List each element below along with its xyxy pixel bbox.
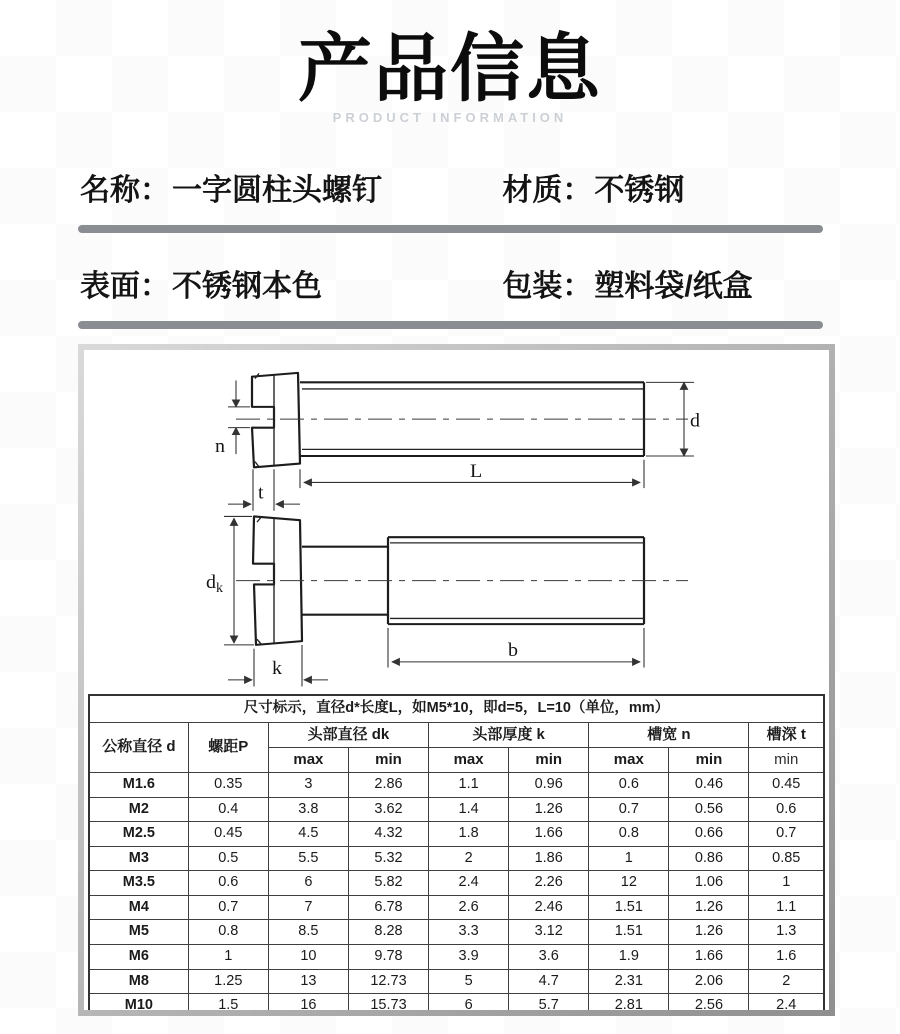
value-cell: 2.06 [669,969,749,994]
subheader-min: min [509,747,589,772]
value-cell: 0.6 [188,871,268,896]
value-cell: 5.82 [348,871,428,896]
value-cell: 1.86 [509,846,589,871]
value-cell: 4.32 [348,822,428,847]
value-cell: 1.26 [509,797,589,822]
value-cell: 1.06 [669,871,749,896]
value-cell: 2.86 [348,773,428,798]
spec-value-name: 一字圆柱头螺钉 [172,174,382,207]
value-cell: 1 [749,871,824,896]
value-cell: 0.5 [188,846,268,871]
screw-dimension-diagram [88,354,825,694]
value-cell: 0.7 [749,822,824,847]
value-cell: 0.66 [669,822,749,847]
table-row [89,871,824,896]
table-row [89,920,824,945]
value-cell: 0.56 [669,797,749,822]
subheader-max: max [268,747,348,772]
value-cell: 1.3 [749,920,824,945]
col-header-pitch: 螺距P [188,722,268,773]
value-cell: 5.5 [268,846,348,871]
value-cell: 4.5 [268,822,348,847]
dim-label-d: d [690,411,700,432]
dim-label-k: k [272,658,282,680]
value-cell: 8.28 [348,920,428,945]
value-cell: 2.4 [429,871,509,896]
table-row [89,797,824,822]
size-cell: M6 [89,945,188,970]
size-cell: M2 [89,797,188,822]
value-cell: 0.35 [188,773,268,798]
value-cell: 1 [188,945,268,970]
spec-row [78,233,823,321]
spec-label-packaging: 包装： [502,270,593,303]
subheader-min: min [348,747,428,772]
value-cell: 3.12 [509,920,589,945]
table-caption-row [89,695,824,722]
col-header-head-thickness: 头部厚度 k [429,722,589,747]
value-cell: 0.8 [188,920,268,945]
col-header-slot-depth: 槽深 t [749,722,824,747]
value-cell: 15.73 [348,994,428,1016]
value-cell: 5 [429,969,509,994]
value-cell: 0.8 [589,822,669,847]
table-row [89,945,824,970]
size-cell: M5 [89,920,188,945]
technical-panel [78,344,835,1016]
spec-material [502,165,821,209]
table-row [89,773,824,798]
value-cell: 0.45 [188,822,268,847]
value-cell: 2 [429,846,509,871]
value-cell: 3.6 [509,945,589,970]
size-cell: M8 [89,969,188,994]
size-cell: M4 [89,895,188,920]
value-cell: 3 [268,773,348,798]
value-cell: 5.32 [348,846,428,871]
value-cell: 0.7 [589,797,669,822]
col-header-slot-width: 槽宽 n [589,722,749,747]
value-cell: 1.5 [188,994,268,1016]
value-cell: 8.5 [268,920,348,945]
value-cell: 1.66 [669,945,749,970]
value-cell: 3.3 [429,920,509,945]
table-row [89,994,824,1016]
subheader-min: min [669,747,749,772]
subheader-min: min [749,747,824,772]
value-cell: 9.78 [348,945,428,970]
value-cell: 1.4 [429,797,509,822]
value-cell: 0.86 [669,846,749,871]
value-cell: 0.6 [589,773,669,798]
value-cell: 0.45 [749,773,824,798]
subheader-max: max [429,747,509,772]
value-cell: 2.31 [589,969,669,994]
divider [78,321,823,329]
page-header [0,0,900,125]
spec-value-surface: 不锈钢本色 [172,270,322,303]
spec-value-packaging: 塑料袋/纸盒 [594,270,753,303]
value-cell: 2.81 [589,994,669,1016]
value-cell: 1.26 [669,920,749,945]
value-cell: 0.96 [509,773,589,798]
size-cell: M10 [89,994,188,1016]
dim-label-n: n [215,436,225,458]
value-cell: 3.8 [268,797,348,822]
spec-label-surface: 表面： [80,270,170,303]
value-cell: 0.7 [188,895,268,920]
table-row [89,846,824,871]
spec-table-body [89,773,824,1016]
value-cell: 6 [268,871,348,896]
value-cell: 1.1 [429,773,509,798]
value-cell: 2.46 [509,895,589,920]
page-subtitle: PRODUCT INFORMATION [332,110,568,125]
value-cell: 1.6 [749,945,824,970]
dim-label-b: b [507,640,518,662]
spec-packaging [502,261,821,305]
size-cell: M1.6 [89,773,188,798]
page-title: 产品信息 [298,27,602,110]
size-cell: M3 [89,846,188,871]
size-cell: M2.5 [89,822,188,847]
value-cell: 2 [749,969,824,994]
table-row [89,895,824,920]
value-cell: 1.51 [589,895,669,920]
value-cell: 4.7 [509,969,589,994]
dim-label-dk: $d_k$ [206,572,223,595]
value-cell: 0.46 [669,773,749,798]
dim-label-t: t [258,482,264,504]
value-cell: 3.62 [348,797,428,822]
table-row [89,822,824,847]
value-cell: 7 [268,895,348,920]
value-cell: 0.6 [749,797,824,822]
value-cell: 2.26 [509,871,589,896]
spec-label-name: 名称： [80,174,170,207]
value-cell: 5.7 [509,994,589,1016]
col-header-head-diameter: 头部直径 dk [268,722,428,747]
spec-value-material: 不锈钢 [594,174,685,207]
value-cell: 16 [268,994,348,1016]
spec-name [80,165,502,209]
value-cell: 10 [268,945,348,970]
dimension-table [88,694,825,1016]
value-cell: 12 [589,871,669,896]
product-specs [78,165,823,329]
dim-label-L: L [470,461,483,482]
value-cell: 1 [589,846,669,871]
value-cell: 2.6 [429,895,509,920]
col-header-nominal-diameter: 公称直径 d [89,722,188,773]
subheader-max: max [589,747,669,772]
value-cell: 1.25 [188,969,268,994]
value-cell: 1.9 [589,945,669,970]
screw-head-view [206,516,688,686]
value-cell: 6 [429,994,509,1016]
spec-label-material: 材质： [502,174,593,207]
value-cell: 2.56 [669,994,749,1016]
table-group-header-row [89,722,824,747]
spec-surface [80,261,502,305]
value-cell: 3.9 [429,945,509,970]
value-cell: 2.4 [749,994,824,1016]
value-cell: 0.85 [749,846,824,871]
value-cell: 1.1 [749,895,824,920]
divider [78,225,823,233]
value-cell: 1.66 [509,822,589,847]
value-cell: 13 [268,969,348,994]
value-cell: 0.4 [188,797,268,822]
value-cell: 6.78 [348,895,428,920]
screw-side-view [215,373,700,511]
table-caption: 尺寸标示，直径d*长度L，如M5*10，即d=5，L=10（单位，mm） [89,695,824,722]
value-cell: 1.8 [429,822,509,847]
value-cell: 1.26 [669,895,749,920]
value-cell: 12.73 [348,969,428,994]
table-row [89,969,824,994]
spec-row [78,165,823,225]
size-cell: M3.5 [89,871,188,896]
value-cell: 1.51 [589,920,669,945]
